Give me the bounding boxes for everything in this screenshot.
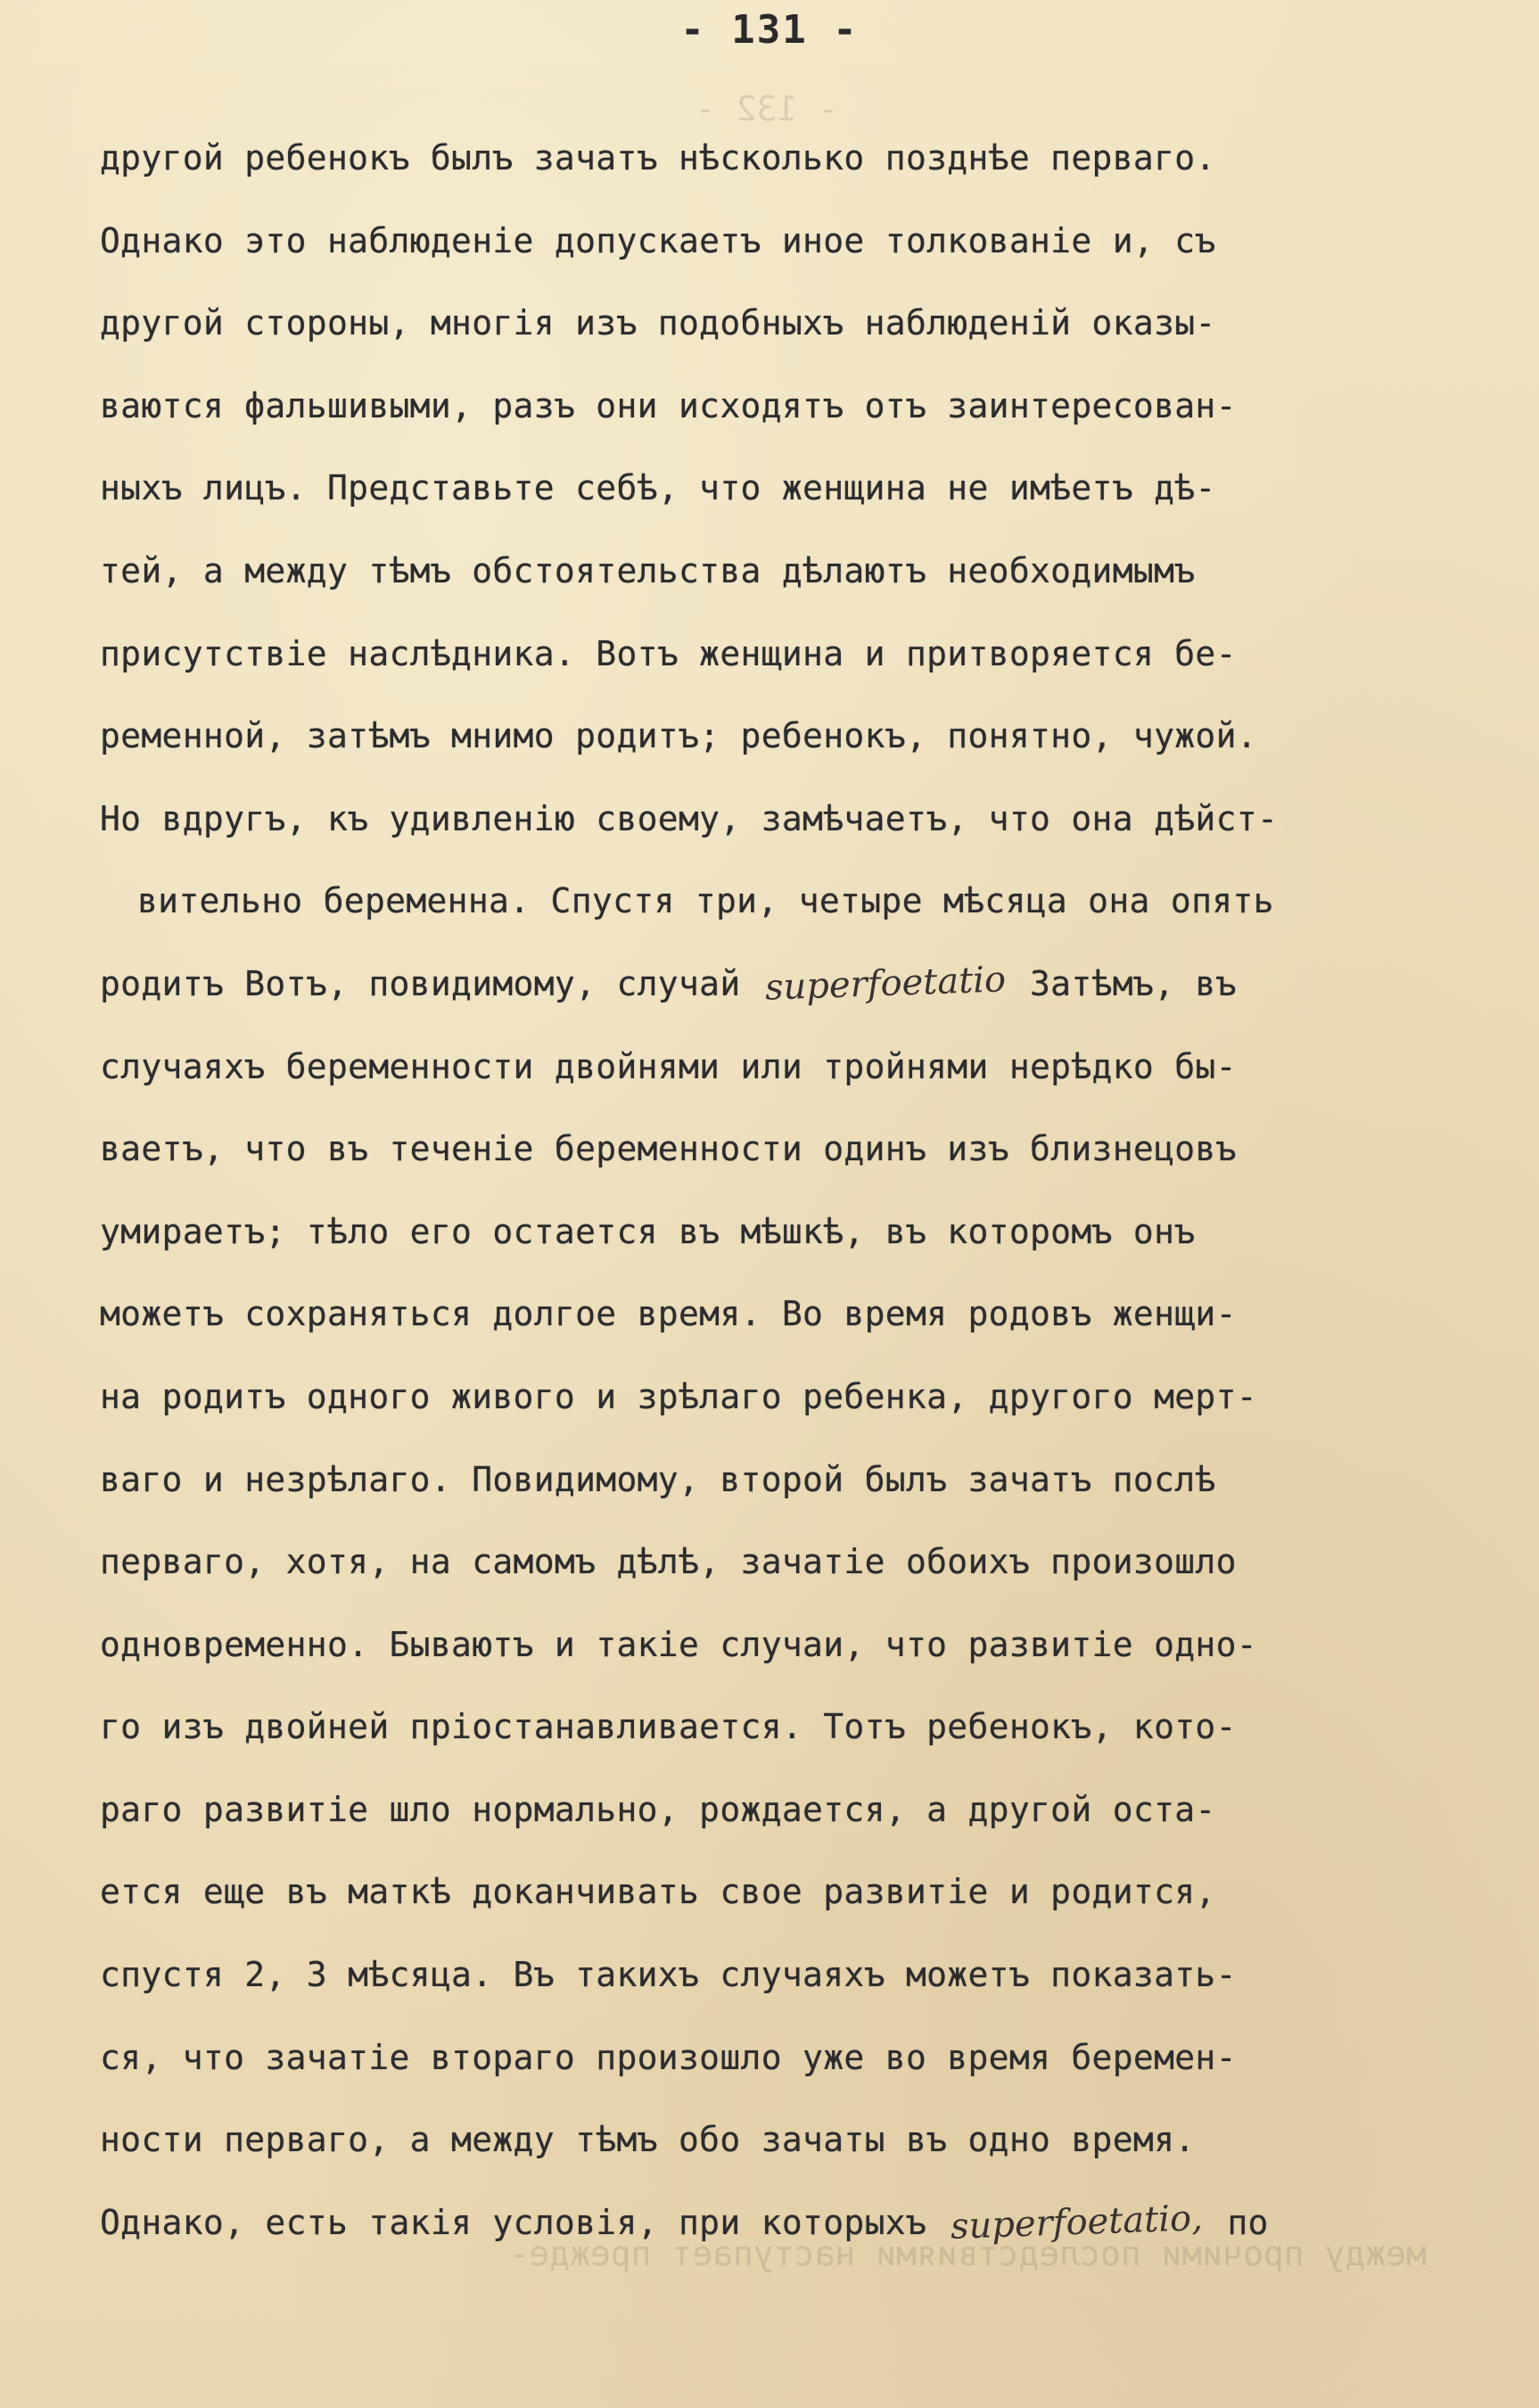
text-line <box>100 2198 1437 2281</box>
text-line: Однако это наблюденіе допускаетъ иное толкованіе и, съ <box>100 220 1216 260</box>
line-segment: Затѣмъ, въ <box>1008 963 1237 1003</box>
text-line <box>100 960 1437 1043</box>
text-line: ваются фальшивыми, разъ они исходятъ отъ заинтересован- <box>100 385 1237 425</box>
text-line: другой ребенокъ былъ зачатъ нѣсколько позднѣе перваго. <box>100 138 1216 177</box>
text-line: одновременно. Бываютъ и такіе случаи, что развитіе одно- <box>100 1624 1257 1664</box>
typed-text-body <box>100 134 1437 2280</box>
text-line: другой стороны, многія изъ подобныхъ наблюденій оказы- <box>100 303 1216 343</box>
text-line: ваетъ, что въ теченіе беременности одинъ изъ близнецовъ <box>100 1129 1237 1169</box>
handwritten-insertion: superfoetatio <box>763 959 1007 1009</box>
text-line: ся, что зачатіе втораго произошло уже во время беремен- <box>100 2037 1237 2077</box>
line-segment: Однако, есть такія условія, при которыхъ <box>100 2202 948 2242</box>
bleed-through-text: между прочими последствиями наступает преждe- <box>508 2234 1427 2273</box>
text-line: спустя 2, 3 мѣсяца. Въ такихъ случаяхъ можетъ показать- <box>100 1955 1237 1995</box>
text-line: вительно беременна. Спустя три, четыре мѣсяца она опять <box>137 881 1274 921</box>
line-segment: родитъ Вотъ, повидимому, случай <box>100 963 761 1003</box>
page-number: - 131 - <box>680 7 859 53</box>
text-line: ется еще въ маткѣ доканчивать свое развитіе и родится, <box>100 1872 1216 1912</box>
text-line: присутствіе наслѣдника. Вотъ женщина и притворяется бе- <box>100 633 1237 673</box>
text-line: ности перваго, а между тѣмъ обо зачаты въ одно время. <box>100 2120 1196 2160</box>
text-line: го изъ двойней пріостанавливается. Тотъ ребенокъ, кото- <box>100 1707 1237 1747</box>
text-line: умираетъ; тѣло его остается въ мѣшкѣ, въ которомъ онъ <box>100 1211 1196 1251</box>
text-line: на родитъ одного живого и зрѣлаго ребенка, другого мерт- <box>100 1376 1257 1416</box>
text-line: можетъ сохраняться долгое время. Во время родовъ женщи- <box>100 1294 1237 1334</box>
text-line: ваго и незрѣлаго. Повидимому, второй былъ зачатъ послѣ <box>100 1459 1216 1499</box>
text-line: перваго, хотя, на самомъ дѣлѣ, зачатіе обоихъ произошло <box>100 1542 1237 1582</box>
text-line: Но вдругъ, къ удивленію своему, замѣчаетъ, что она дѣйст- <box>100 798 1279 838</box>
text-line: случаяхъ беременности двойнями или тройнями нерѣдко бы- <box>100 1046 1237 1086</box>
handwritten-insertion: superfoetatio, <box>950 2197 1204 2247</box>
text-line: ныхъ лицъ. Представьте себѣ, что женщина не имѣетъ дѣ- <box>100 468 1216 508</box>
text-line: тей, а между тѣмъ обстоятельства дѣлаютъ необходимымъ <box>100 550 1196 590</box>
text-line: ременной, затѣмъ мнимо родитъ; ребенокъ, понятно, чужой. <box>100 716 1257 756</box>
bleed-through-page-number: - 132 - <box>695 89 839 128</box>
text-line: раго развитіе шло нормально, рождается, а другой оста- <box>100 1789 1216 1829</box>
line-segment: по <box>1206 2202 1269 2242</box>
